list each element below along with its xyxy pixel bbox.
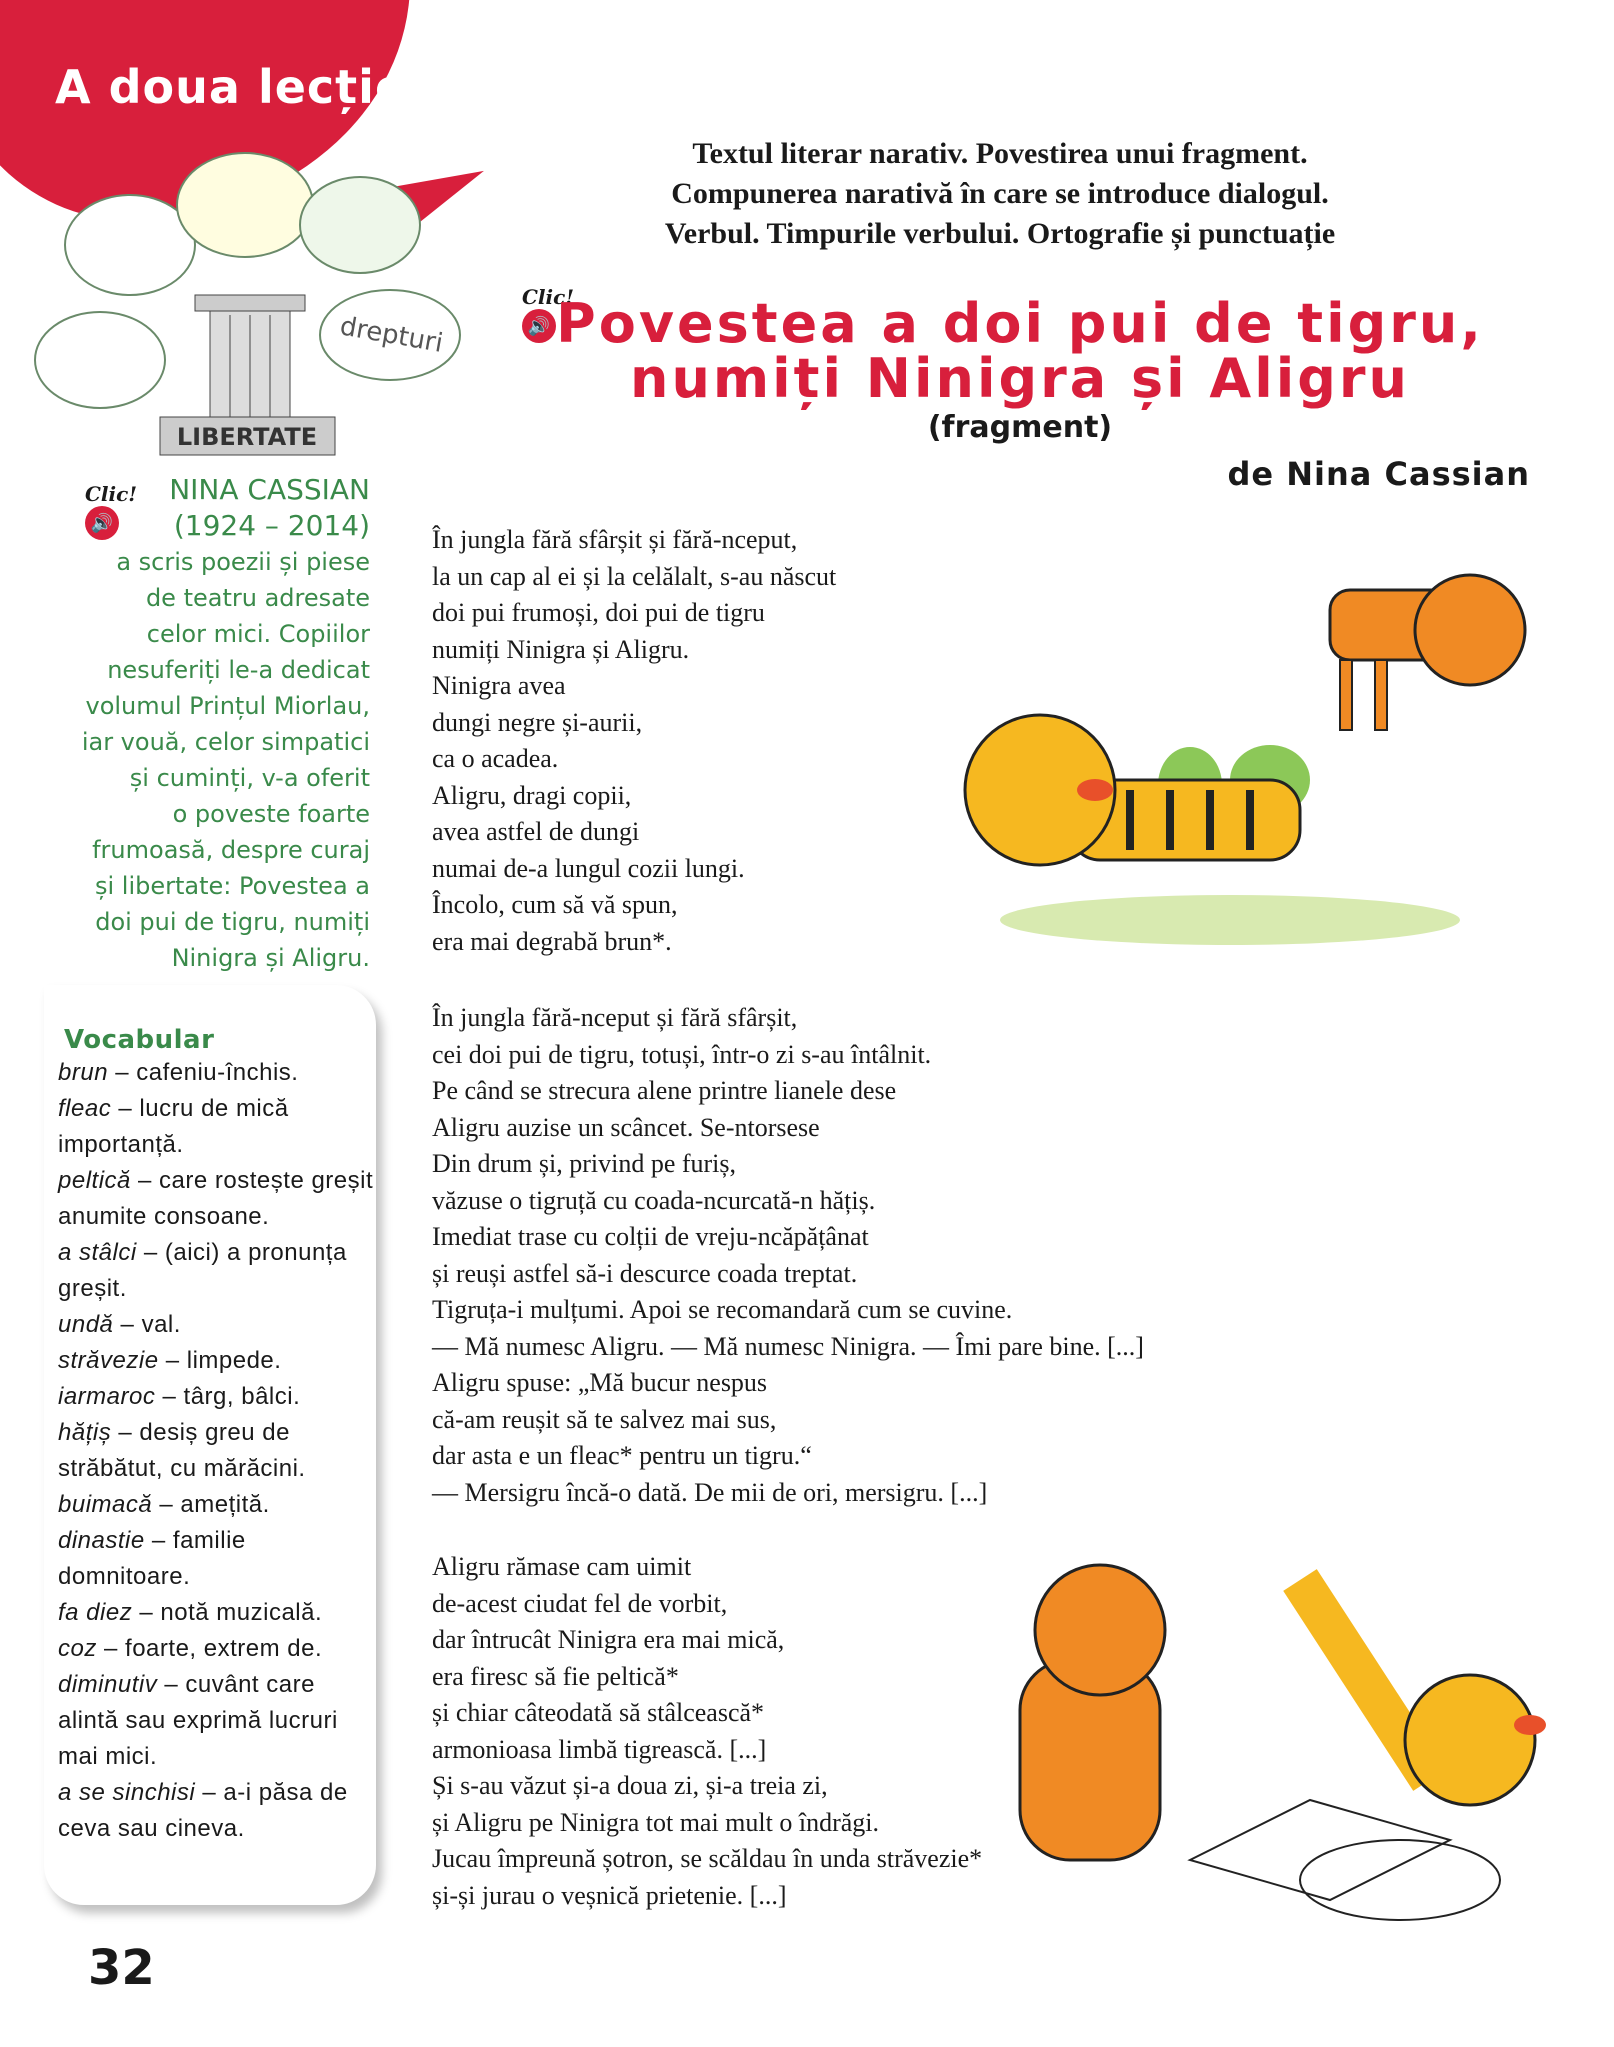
- poem-line: că-am reușit să te salvez mai sus,: [432, 1404, 777, 1434]
- vocabulary-definition: – val.: [113, 1311, 181, 1338]
- vocabulary-definition: – lucru de mică importanță.: [58, 1095, 289, 1158]
- poem-author: de Nina Cassian: [1227, 455, 1530, 493]
- vocabulary-entry: [58, 1775, 376, 1847]
- vocabulary-entry: [58, 1631, 376, 1667]
- vocabulary-definition: – familie domnitoare.: [58, 1527, 246, 1590]
- poem-line: Aligru, dragi copii,: [432, 780, 632, 810]
- vocabulary-box: [44, 985, 376, 1905]
- poem-line: Pe când se strecura alene printre lianele dese: [432, 1076, 897, 1105]
- poem-line: Și s-au văzut și-a doua zi, și-a treia zi,: [432, 1771, 828, 1800]
- column-label: LIBERTATE: [176, 423, 318, 451]
- poem-line: armonioasa limbă tigrească. [...]: [432, 1734, 767, 1764]
- vocabulary-heading: Vocabular: [64, 1025, 215, 1055]
- bio-name: NINA CASSIAN: [169, 473, 370, 506]
- poem-line: Jucau împreună șotron, se scăldau în unda străvezie*: [432, 1844, 983, 1873]
- poem-line: cei doi pui de tigru, totuși, într-o zi s-au întâlnit.: [432, 1039, 932, 1069]
- vocabulary-definition: – notă muzicală.: [132, 1599, 323, 1626]
- vocabulary-term: a se sinchisi: [58, 1779, 196, 1806]
- tigers-illustration-top: [930, 540, 1550, 980]
- vocabulary-entry: [58, 1091, 376, 1163]
- vocabulary-entry: [58, 1415, 376, 1487]
- poem-line: Aligru rămase cam uimit: [432, 1552, 692, 1581]
- vocabulary-term: buimacă: [58, 1491, 153, 1518]
- vocabulary-term: dinastie: [58, 1527, 145, 1554]
- bio-line: a scris poezii și piese: [116, 548, 370, 576]
- bio-line: celor mici. Copiilor: [146, 620, 370, 648]
- vocabulary-definition: – cafeniu-închis.: [108, 1059, 299, 1086]
- poem-line: și-și jurau o veșnică prietenie. [...]: [432, 1880, 787, 1910]
- poem-line: numiți Ninigra și Aligru.: [432, 634, 690, 664]
- vocabulary-term: peltică: [58, 1167, 131, 1194]
- poem-line: ca o acadea.: [432, 744, 559, 773]
- poem-line: era firesc să fie peltică*: [432, 1661, 679, 1691]
- vocabulary-term: a stâlci: [58, 1239, 137, 1266]
- bio-line: și libertate: Povestea a: [94, 872, 370, 900]
- vocabulary-definition: – limpede.: [158, 1347, 282, 1374]
- vocabulary-entry: [58, 1343, 376, 1379]
- bio-line: de teatru adresate: [145, 584, 370, 612]
- poem-line: — Mă numesc Aligru. — Mă numesc Ninigra. — Îmi pare bine. [...]: [432, 1331, 1144, 1361]
- bio-line: frumoasă, despre curaj: [92, 836, 370, 864]
- bio-line: Ninigra și Aligru.: [171, 944, 370, 972]
- poem-line: la un cap al ei și la celălalt, s-au născut: [432, 561, 837, 591]
- tigers-illustration-bottom: [1000, 1540, 1600, 1940]
- bio-line: nesuferiți le-a dedicat: [107, 656, 370, 684]
- vocabulary-entry: [58, 1163, 376, 1235]
- vocabulary-definition: – care rostește greșit anumite consoane.: [58, 1167, 374, 1230]
- bio-line: iar vouă, celor simpatici: [81, 728, 370, 756]
- vocabulary-entry: [58, 1307, 376, 1343]
- vocabulary-definition: – târg, bâlci.: [155, 1383, 301, 1410]
- lesson-label: A doua lecție: [55, 60, 408, 114]
- poem-line: văzuse o tigruță cu coada-ncurcată-n hățiș.: [432, 1185, 876, 1215]
- poem-line: doi pui frumoși, doi pui de tigru: [432, 598, 765, 627]
- author-bio: [20, 472, 370, 976]
- poem-line: era mai degrabă brun*.: [432, 926, 672, 956]
- vocabulary-term: coz: [58, 1635, 97, 1662]
- speaker-icon: 🔊: [85, 506, 119, 540]
- poem-line: — Mersigru încă-o dată. De mii de ori, mersigru. [...]: [432, 1477, 988, 1507]
- vocabulary-definition: – (aici) a pronunța greșit.: [58, 1239, 347, 1302]
- poem-line: Ninigra avea: [432, 671, 566, 700]
- poem-title: numiți Ninigra și Aligru: [630, 347, 1410, 410]
- vocabulary-term: iarmaroc: [58, 1383, 156, 1410]
- speaker-icon: 🔊: [522, 309, 556, 343]
- page-number: 32: [88, 1940, 155, 1996]
- vocabulary-term: străvezie: [58, 1347, 159, 1374]
- poem-line: Imediat trase cu colții de vreju-ncăpățânat: [432, 1222, 869, 1251]
- poem-line: dar asta e un fleac* pentru un tigru.“: [432, 1441, 812, 1470]
- poem-stanza: [432, 1549, 982, 1914]
- bio-years: (1924 – 2014): [173, 509, 370, 542]
- poem-line: și chiar câteodată să stâlcească*: [432, 1698, 765, 1727]
- vocabulary-definition: – cuvânt care alintă sau exprimă lucruri mai mici.: [58, 1671, 338, 1770]
- vocabulary-definition: – foarte, extrem de.: [96, 1635, 323, 1662]
- vocabulary-term: hățiș: [58, 1419, 112, 1446]
- liberty-illustration: [20, 135, 470, 465]
- clic-label: Clic!: [522, 285, 575, 309]
- poem-line: În jungla fără sfârșit și fără-nceput,: [432, 525, 798, 554]
- vocabulary-term: undă: [58, 1311, 114, 1338]
- vocabulary-entry: [58, 1595, 376, 1631]
- bio-line: doi pui de tigru, numiți: [95, 908, 370, 936]
- poem-title: Povestea a doi pui de tigru,: [556, 292, 1484, 355]
- poem-subtitle: (fragment): [927, 410, 1113, 445]
- poem-line: Din drum și, privind pe furiș,: [432, 1149, 737, 1178]
- poem-line: și Aligru pe Ninigra tot mai mult o îndrăgi.: [432, 1807, 880, 1837]
- vocabulary-entry: [58, 1667, 376, 1775]
- poem-stanza: [432, 522, 836, 960]
- bio-line: și cuminți, v-a oferit: [129, 764, 370, 792]
- bio-line: volumul Prințul Miorlau,: [85, 692, 370, 720]
- clic-label: Clic!: [85, 482, 138, 506]
- vocabulary-entry: [58, 1235, 376, 1307]
- poem-line: și reuși astfel să-i descurce coada treptat.: [432, 1258, 858, 1288]
- vocabulary-definition: – desiș greu de străbătut, cu mărăcini.: [58, 1419, 306, 1482]
- poem-line: În jungla fără-nceput și fără sfârșit,: [432, 1003, 798, 1032]
- poem-line: Aligru auzise un scâncet. Se-ntorsese: [432, 1112, 820, 1142]
- poem-line: Aligru spuse: „Mă bucur nespus: [432, 1368, 768, 1397]
- header-line: Textul literar narativ. Povestirea unui fragment.: [692, 137, 1308, 170]
- poem-line: numai de-a lungul cozii lungi.: [432, 853, 745, 883]
- poem-line: dar întrucât Ninigra era mai mică,: [432, 1625, 785, 1654]
- vocabulary-entry: [58, 1055, 376, 1091]
- poem-line: de-acest ciudat fel de vorbit,: [432, 1588, 728, 1618]
- vocabulary-entry: [58, 1379, 376, 1415]
- poem-stanza: [432, 1000, 1144, 1511]
- vocabulary-term: fa diez: [58, 1599, 133, 1626]
- vocabulary-term: diminutiv: [58, 1671, 158, 1698]
- poem-line: Încolo, cum să vă spun,: [432, 890, 678, 919]
- vocabulary-entry: [58, 1523, 376, 1595]
- vocabulary-entry: [58, 1487, 376, 1523]
- vocabulary-term: brun: [58, 1059, 109, 1086]
- poem-line: dungi negre și-aurii,: [432, 707, 643, 737]
- bubble-word: drepturi: [337, 311, 446, 359]
- poem-line: Tigruța-i mulțumi. Apoi se recomandară cum se cuvine.: [432, 1295, 1013, 1324]
- vocabulary-definition: – a-i păsa de ceva sau cineva.: [58, 1779, 348, 1842]
- bio-line: o poveste foarte: [172, 800, 370, 828]
- vocabulary-definition: – amețită.: [152, 1491, 270, 1518]
- header-line: Verbul. Timpurile verbului. Ortografie și punctuație: [664, 217, 1336, 250]
- header-line: Compunerea narativă în care se introduce dialogul.: [671, 177, 1329, 210]
- vocabulary-term: fleac: [58, 1095, 112, 1122]
- poem-line: avea astfel de dungi: [432, 817, 640, 846]
